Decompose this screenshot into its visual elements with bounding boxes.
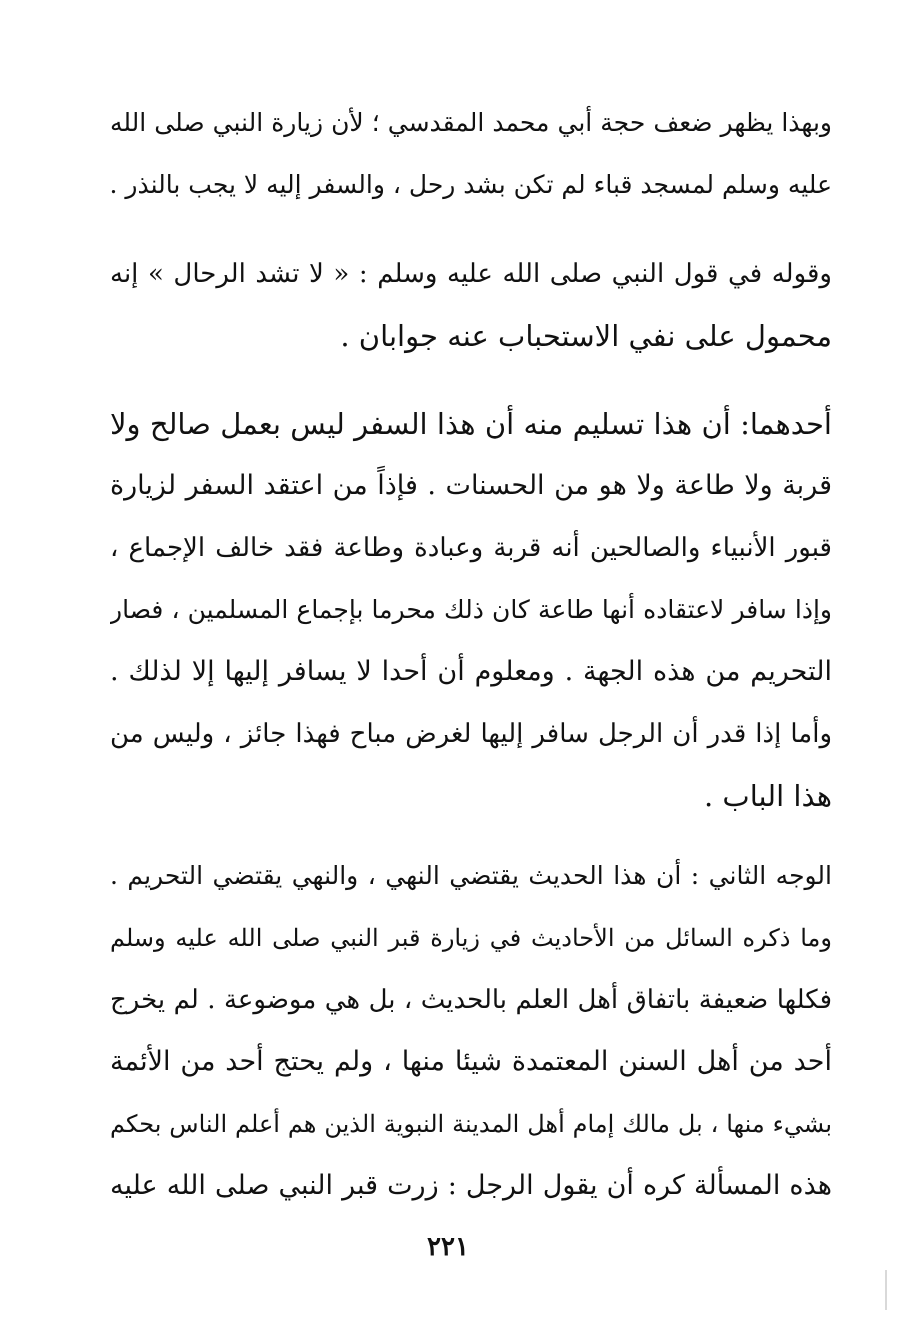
text-line: محمول على نفي الاستحباب عنه جوابان . (340, 319, 832, 353)
paragraph-3 (110, 393, 832, 827)
text-line: عليه وسلم لمسجد قباء لم تكن بشد رحل ، والسفر إليه لا يجب بالنذر . (110, 170, 832, 199)
text-line: هذه المسألة كره أن يقول الرجل : زرت قبر النبي صلى الله عليه (110, 1170, 832, 1201)
text-line: وأما إذا قدر أن الرجل سافر إليها لغرض مباح فهذا جائز ، وليس من (110, 719, 832, 749)
text-line: أحدهما: أن هذا تسليم منه أن هذا السفر ليس بعمل صالح ولا (110, 407, 832, 441)
page-number: ٢٢١ (427, 1232, 469, 1262)
text-line: وقوله في قول النبي صلى الله عليه وسلم : « لا تشد الرحال » إنه (110, 259, 832, 289)
text-line: الوجه الثاني : أن هذا الحديث يقتضي النهي ، والنهي يقتضي التحريم . (110, 861, 832, 890)
text-line: وبهذا يظهر ضعف حجة أبي محمد المقدسي ؛ لأن زيارة النبي صلى الله (110, 108, 832, 137)
paragraph-4 (110, 845, 832, 1217)
scan-edge-mark (885, 1270, 887, 1310)
text-line: وإذا سافر لاعتقاده أنها طاعة كان ذلك محرما بإجماع المسلمين ، فصار (110, 595, 832, 624)
text-line: هذا الباب . (703, 779, 832, 813)
text-line: التحريم من هذه الجهة . ومعلوم أن أحدا لا يسافر إليها إلا لذلك . (110, 656, 832, 687)
text-line: قبور الأنبياء والصالحين أنه قربة وعبادة وطاعة فقد خالف الإجماع ، (110, 533, 832, 563)
text-line: فكلها ضعيفة باتفاق أهل العلم بالحديث ، بل هي موضوعة . لم يخرج (110, 985, 832, 1015)
text-line: بشيء منها ، بل مالك إمام أهل المدينة النبوية الذين هم أعلم الناس بحكم (110, 1110, 832, 1138)
text-line: وما ذكره السائل من الأحاديث في زيارة قبر النبي صلى الله عليه وسلم (110, 924, 832, 952)
text-line: قربة ولا طاعة ولا هو من الحسنات . فإذاً من اعتقد السفر لزيارة (110, 470, 832, 501)
paragraph-1 (110, 92, 832, 216)
text-line: أحد من أهل السنن المعتمدة شيئا منها ، ولم يحتج أحد من الأئمة (110, 1046, 832, 1077)
paragraph-2 (110, 243, 832, 367)
